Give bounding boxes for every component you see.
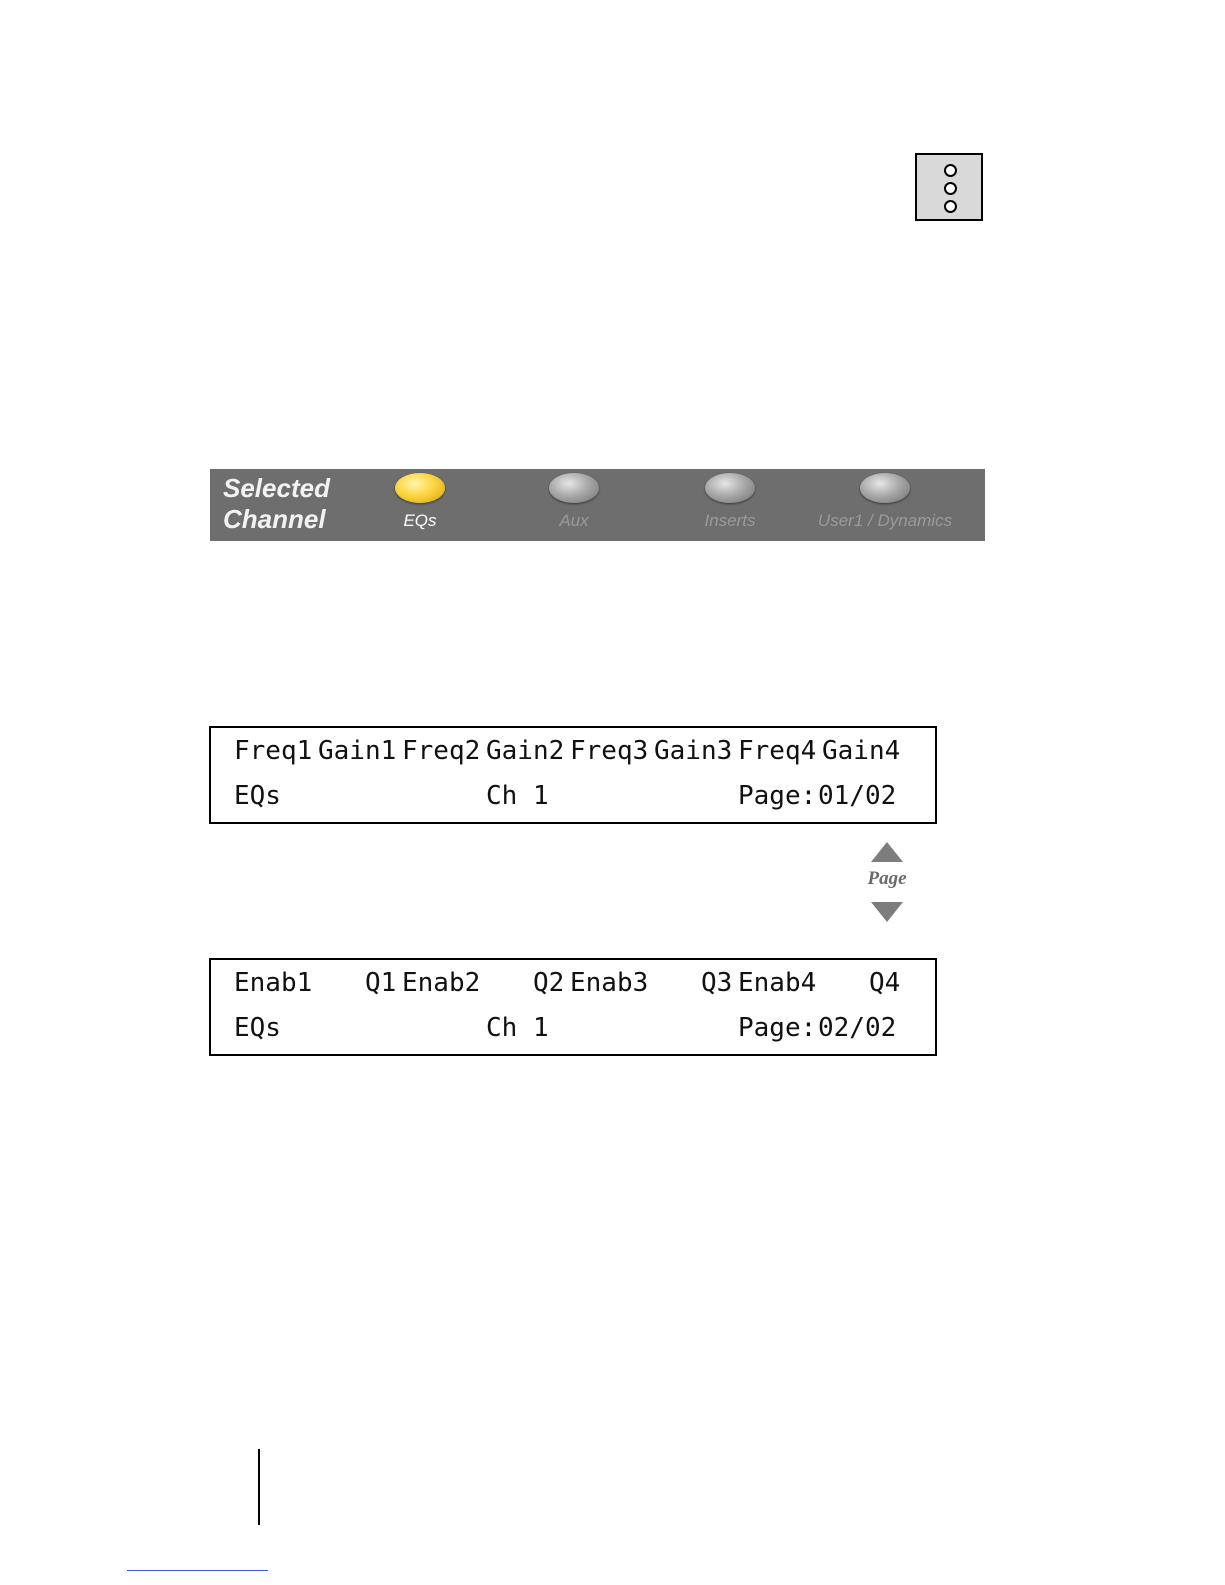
aux-button[interactable] xyxy=(489,473,659,539)
lcd-channel: Ch 1 xyxy=(486,781,549,811)
footer-link-underline xyxy=(127,1570,268,1571)
lcd-param: Gain1 xyxy=(318,736,397,766)
selected-channel-title xyxy=(223,473,330,535)
user1-dynamics-button[interactable] xyxy=(800,473,970,539)
lcd-param: Enab4 xyxy=(738,968,817,998)
margin-rule xyxy=(258,1449,260,1525)
lcd-mode: EQs xyxy=(234,1013,281,1043)
three-dot-menu-icon xyxy=(915,153,983,221)
lcd-page-label: Page: xyxy=(738,1013,817,1043)
dot-icon xyxy=(944,182,957,195)
lcd-param: Gain4 xyxy=(822,736,901,766)
eqs-led-icon[interactable] xyxy=(395,473,445,503)
lcd-param: Enab3 xyxy=(570,968,649,998)
lcd-page-value: 02/02 xyxy=(818,1013,897,1043)
page-control xyxy=(862,842,912,922)
lcd-param: Q4 xyxy=(869,968,901,998)
lcd-page-label: Page: xyxy=(738,781,817,811)
inserts-button[interactable] xyxy=(645,473,815,539)
eqs-button[interactable] xyxy=(335,473,505,539)
lcd-display-page-2 xyxy=(209,958,937,1056)
aux-led-icon[interactable] xyxy=(549,473,599,503)
lcd-param: Q1 xyxy=(365,968,397,998)
lcd-param: Enab2 xyxy=(402,968,481,998)
lcd-mode: EQs xyxy=(234,781,281,811)
lcd-param: Freq3 xyxy=(570,736,649,766)
user1-dynamics-led-icon[interactable] xyxy=(860,473,910,503)
page-up-arrow-icon[interactable] xyxy=(871,842,903,862)
lcd-param: Freq2 xyxy=(402,736,481,766)
lcd-page-value: 01/02 xyxy=(818,781,897,811)
title-line-2: Channel xyxy=(223,504,326,534)
lcd-param: Q2 xyxy=(533,968,565,998)
page-control-label: Page xyxy=(867,868,907,889)
dot-icon xyxy=(944,164,957,177)
lcd-param: Enab1 xyxy=(234,968,313,998)
inserts-led-icon[interactable] xyxy=(705,473,755,503)
selected-channel-strip xyxy=(210,469,985,541)
lcd-param: Freq4 xyxy=(738,736,817,766)
lcd-param: Freq1 xyxy=(234,736,313,766)
lcd-param: Gain2 xyxy=(486,736,565,766)
eqs-label: EQs xyxy=(403,511,437,530)
lcd-param: Q3 xyxy=(701,968,733,998)
lcd-param: Gain3 xyxy=(654,736,733,766)
lcd-channel: Ch 1 xyxy=(486,1013,549,1043)
lcd-display-page-1 xyxy=(209,726,937,824)
user1-dynamics-label: User1 / Dynamics xyxy=(817,511,953,530)
aux-label: Aux xyxy=(559,511,589,530)
inserts-label: Inserts xyxy=(704,511,756,530)
page-down-arrow-icon[interactable] xyxy=(871,902,903,922)
dot-icon xyxy=(944,200,957,213)
title-line-1: Selected xyxy=(223,473,330,503)
